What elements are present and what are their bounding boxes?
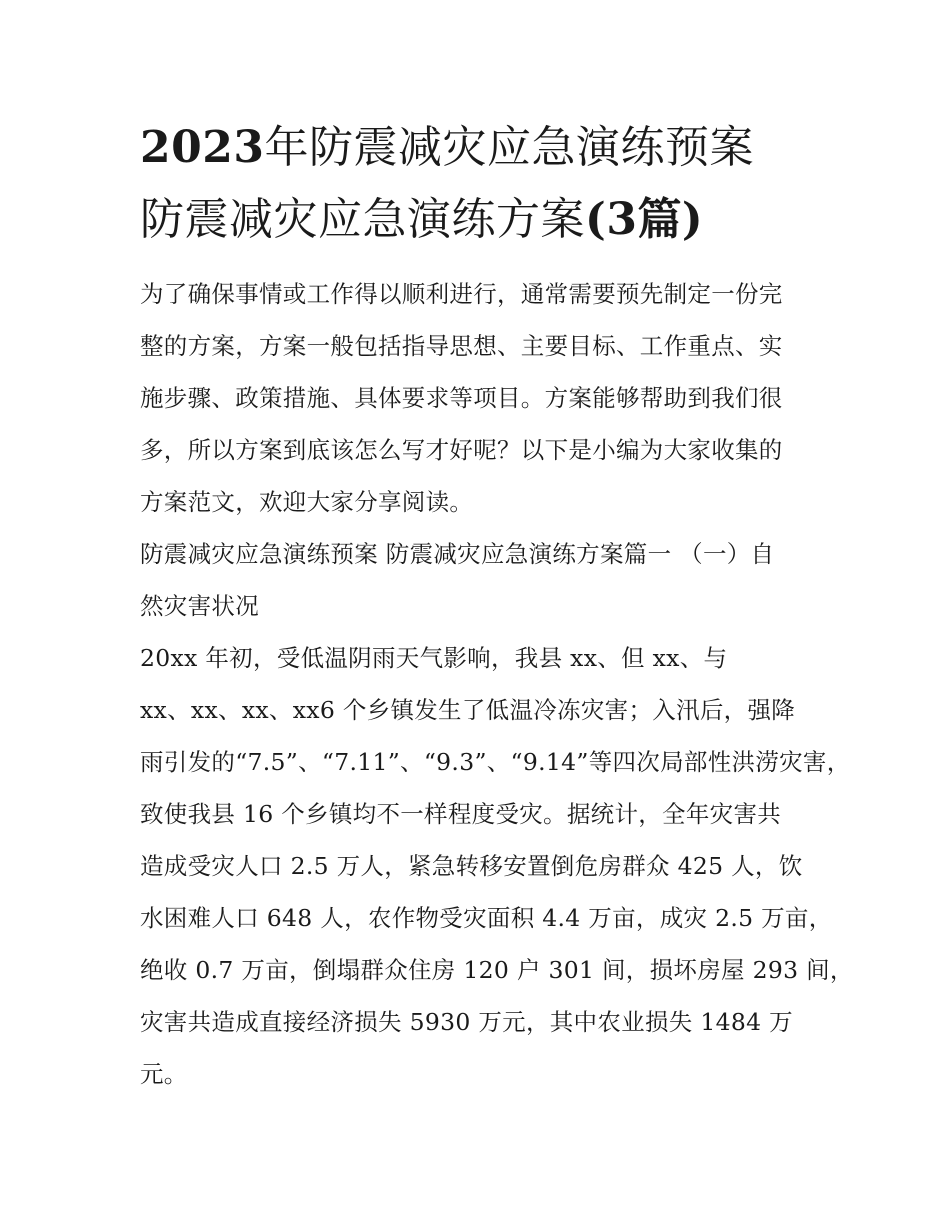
title-line-2 <box>140 184 820 256</box>
title-year: 2023 <box>140 122 265 173</box>
title-count: (3 <box>585 194 638 245</box>
title-tail: 篇) <box>637 194 704 245</box>
disaster-status-paragraph <box>140 632 854 1100</box>
body-line: 绝收 0.7 万亩，倒塌群众住房 120 户 301 间，损坏房屋 293 间， <box>140 956 854 984</box>
intro-line: 施步骤、政策措施、具体要求等项目。方案能够帮助到我们很 <box>140 384 783 412</box>
intro-line: 为了确保事情或工作得以顺利进行，通常需要预先制定一份完 <box>140 280 783 308</box>
body-line: 元。 <box>140 1060 188 1088</box>
intro-line: 多，所以方案到底该怎么写才好呢？以下是小编为大家收集的 <box>140 436 783 464</box>
section-heading-line: 防震减灾应急演练预案 防震减灾应急演练方案篇一 （一）自 <box>140 540 775 568</box>
body-line: 造成受灾人口 2.5 万人，紧急转移安置倒危房群众 425 人，饮 <box>140 852 803 880</box>
body-line: 致使我县 16 个乡镇均不一样程度受灾。据统计，全年灾害共 <box>140 800 782 828</box>
title-line-1 <box>140 112 820 184</box>
title-line-2-text: 防震减灾应急演练方案 <box>140 194 585 245</box>
body-line: 雨引发的“7.5”、“7.11”、“9.3”、“9.14”等四次局部性洪涝灾害， <box>140 748 851 776</box>
intro-line: 方案范文，欢迎大家分享阅读。 <box>140 488 474 516</box>
intro-line: 整的方案，方案一般包括指导思想、主要目标、工作重点、实 <box>140 332 783 360</box>
intro-paragraph <box>140 268 820 528</box>
document-title <box>140 112 820 256</box>
document-page <box>140 112 854 1100</box>
body-line: 20xx 年初，受低温阴雨天气影响，我县 xx、但 xx、与 <box>140 644 728 672</box>
body-line: 水困难人口 648 人，农作物受灾面积 4.4 万亩，成灾 2.5 万亩， <box>140 904 833 932</box>
title-line-1-text: 年防震减灾应急演练预案 <box>264 122 754 173</box>
section-heading <box>140 528 820 632</box>
section-heading-line: 然灾害状况 <box>140 592 259 620</box>
body-line: xx、xx、xx、xx6 个乡镇发生了低温冷冻灾害；入汛后，强降 <box>140 696 796 724</box>
body-line: 灾害共造成直接经济损失 5930 万元，其中农业损失 1484 万 <box>140 1008 793 1036</box>
